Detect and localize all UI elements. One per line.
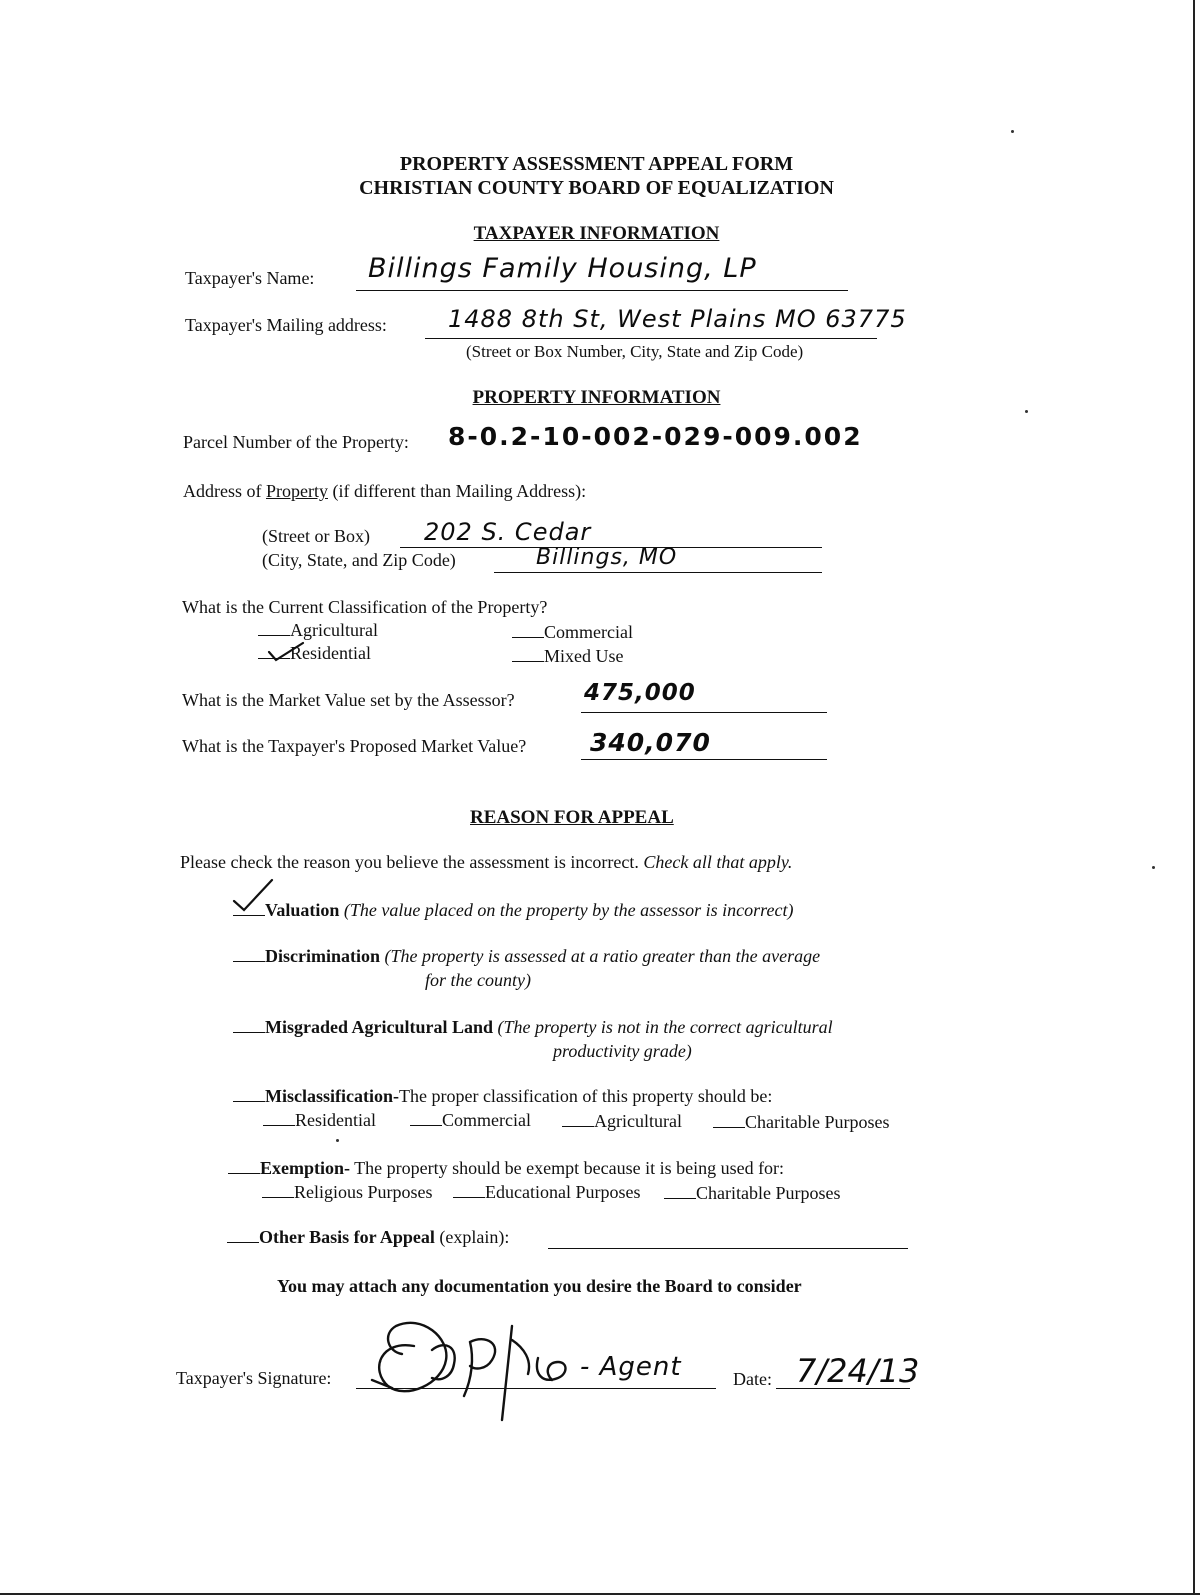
classification-question: What is the Current Classification of the Property? [182, 597, 548, 617]
checkbox-blank[interactable] [233, 1087, 265, 1102]
scan-speck [1025, 410, 1028, 413]
city-line [494, 572, 822, 573]
misclass-option-residential[interactable]: Residential [263, 1110, 376, 1131]
signature-agent-suffix: - Agent [580, 1352, 682, 1382]
checkbox-blank[interactable] [664, 1184, 696, 1199]
checkbox-blank[interactable] [227, 1228, 259, 1243]
misgraded-desc-cont: productivity grade) [553, 1041, 692, 1061]
misclass-option-charitable[interactable]: Charitable Purposes [713, 1112, 889, 1133]
checkbox-blank[interactable] [233, 901, 265, 916]
reason-heading: REASON FOR APPEAL [470, 807, 674, 828]
checkbox-blank[interactable] [228, 1159, 260, 1174]
checkbox-blank[interactable] [233, 1018, 265, 1033]
taxpayer-info-heading: TAXPAYER INFORMATION [473, 223, 720, 244]
reason-misgraded[interactable]: Misgraded Agricultural Land (The property is not in the correct agricultural [233, 1017, 833, 1038]
city-value[interactable]: Billings, MO [536, 545, 678, 570]
attach-documentation-note: You may attach any documentation you desire the Board to consider [277, 1276, 802, 1296]
reason-exemption[interactable]: Exemption- The property should be exempt because it is being used for: [228, 1158, 784, 1179]
signature-label: Taxpayer's Signature: [176, 1368, 332, 1388]
classification-agricultural[interactable]: Agricultural [258, 620, 378, 641]
other-explain-line [548, 1248, 908, 1249]
parcel-number-value[interactable]: 8-0.2-10-002-029-009.002 [448, 422, 863, 451]
market-value-line [581, 712, 827, 713]
checkbox-blank[interactable] [262, 1183, 294, 1198]
checkbox-blank[interactable] [263, 1111, 295, 1126]
reason-instructions: Please check the reason you believe the assessment is incorrect. Check all that apply. [180, 852, 793, 872]
signature-scrawl [362, 1300, 592, 1425]
reason-misclassification[interactable]: Misclassification-The proper classification of this property should be: [233, 1086, 772, 1107]
parcel-number-label: Parcel Number of the Property: [183, 432, 409, 452]
scan-speck [336, 1139, 339, 1142]
proposed-value[interactable]: 340,070 [590, 728, 711, 757]
mailing-address-value[interactable]: 1488 8th St, West Plains MO 63775 [448, 305, 907, 333]
date-label: Date: [733, 1369, 772, 1389]
scan-speck [1152, 866, 1155, 869]
discrimination-desc-cont: for the county) [425, 970, 531, 990]
checkbox-blank[interactable] [562, 1112, 594, 1127]
reason-other[interactable]: Other Basis for Appeal (explain): [227, 1227, 509, 1248]
exemption-option-religious[interactable]: Religious Purposes [262, 1182, 433, 1203]
street-value[interactable]: 202 S. Cedar [424, 518, 592, 546]
street-label: (Street or Box) [262, 526, 370, 546]
reason-valuation[interactable]: Valuation (The value placed on the property by the assessor is incorrect) [233, 900, 793, 921]
taxpayer-name-line [356, 290, 848, 291]
market-value[interactable]: 475,000 [584, 680, 696, 706]
misclass-option-agricultural[interactable]: Agricultural [562, 1111, 682, 1132]
checkbox-blank[interactable] [713, 1113, 745, 1128]
residential-check-mark-icon [266, 640, 306, 664]
taxpayer-name-label: Taxpayer's Name: [185, 268, 315, 288]
market-value-label: What is the Market Value set by the Assessor? [182, 690, 515, 710]
property-info-heading: PROPERTY INFORMATION [472, 387, 721, 408]
date-value[interactable]: 7/24/13 [796, 1352, 920, 1390]
classification-residential[interactable]: Residential [258, 643, 371, 664]
mailing-address-line [425, 338, 877, 339]
checkbox-blank[interactable] [258, 621, 290, 636]
checkbox-blank[interactable] [233, 947, 265, 962]
exemption-option-charitable[interactable]: Charitable Purposes [664, 1183, 840, 1204]
proposed-value-line [581, 759, 827, 760]
checkbox-blank[interactable] [512, 623, 544, 638]
reason-discrimination[interactable]: Discrimination (The property is assessed at a ratio greater than the average [233, 946, 820, 967]
classification-mixed-use[interactable]: Mixed Use [512, 646, 624, 667]
scan-speck [1011, 130, 1014, 133]
page-edge-right [1193, 0, 1195, 1595]
form-title: PROPERTY ASSESSMENT APPEAL FORM [399, 153, 794, 175]
checkbox-blank[interactable] [512, 647, 544, 662]
exemption-option-educational[interactable]: Educational Purposes [453, 1182, 640, 1203]
checkbox-blank[interactable] [453, 1183, 485, 1198]
misclass-option-commercial[interactable]: Commercial [410, 1110, 531, 1131]
taxpayer-name-value[interactable]: Billings Family Housing, LP [368, 253, 757, 284]
form-subtitle: CHRISTIAN COUNTY BOARD OF EQUALIZATION [359, 177, 834, 199]
mailing-address-hint: (Street or Box Number, City, State and Zip Code) [466, 342, 804, 361]
city-label: (City, State, and Zip Code) [262, 550, 456, 570]
classification-commercial[interactable]: Commercial [512, 622, 633, 643]
checkbox-blank[interactable] [410, 1111, 442, 1126]
proposed-value-label: What is the Taxpayer's Proposed Market Value? [182, 736, 527, 756]
mailing-address-label: Taxpayer's Mailing address: [185, 315, 387, 335]
property-address-label: Address of Property (if different than Mailing Address): [183, 481, 587, 501]
